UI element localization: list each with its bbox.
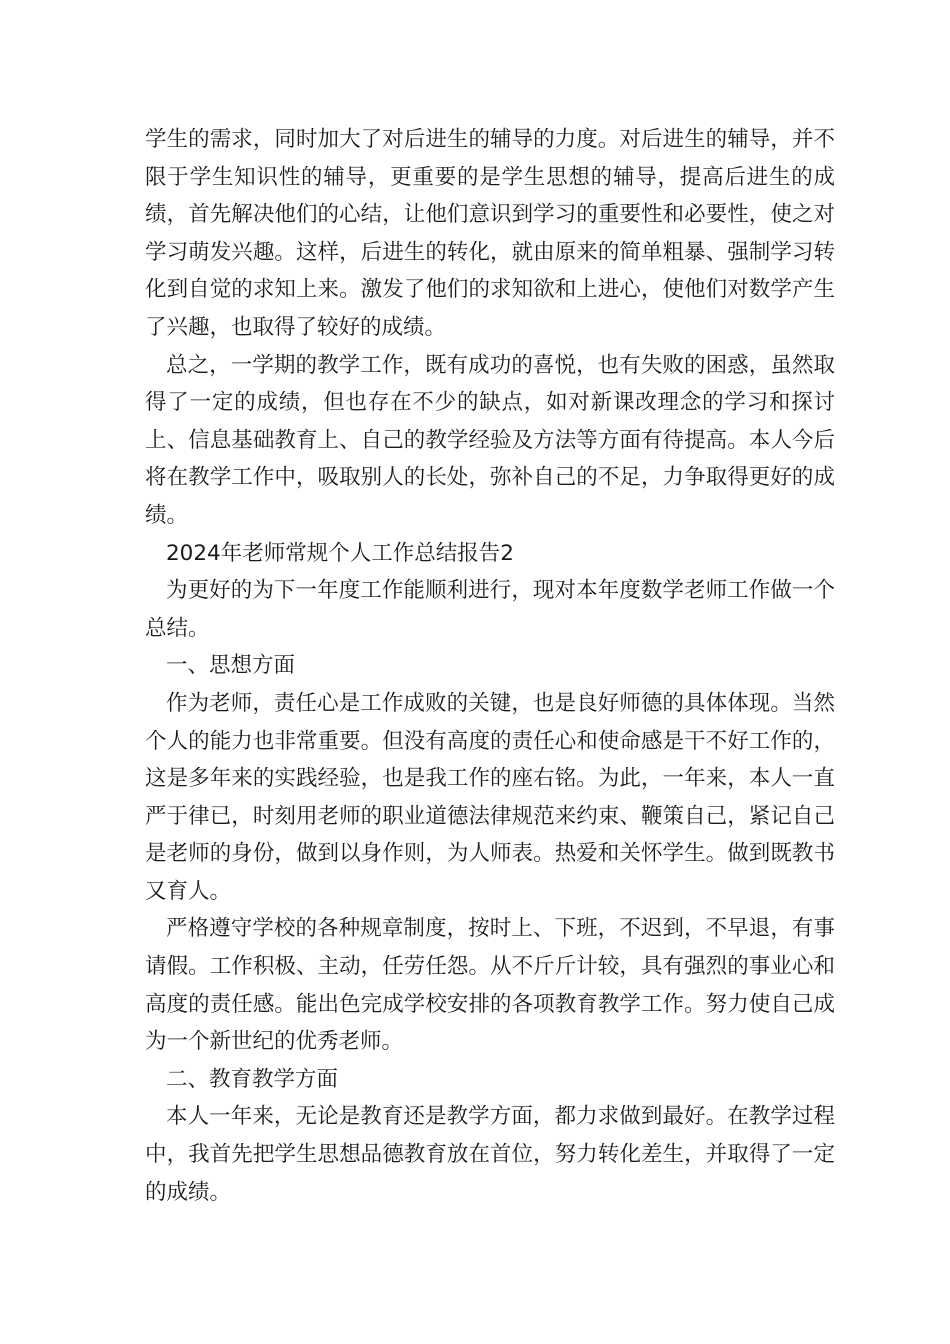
heading-teaching: 二、教育教学方面 (166, 1066, 339, 1092)
heading-thought: 一、思想方面 (166, 653, 296, 679)
paragraph-teaching: 本人一年来，无论是教育还是教学方面，都力求做到最好。在教学过程中，我首先把学生思想品德教育放在首位，努力转化差生，并取得了一定的成绩。 (145, 1104, 835, 1205)
document-body (145, 121, 835, 1211)
paragraph-intro: 为更好的为下一年度工作能顺利进行，现对本年度数学老师工作做一个总结。 (145, 578, 835, 641)
paragraph-responsibility: 作为老师，责任心是工作成败的关键，也是良好师德的具体体现。当然个人的能力也非常重要。但没有高度的责任心和使命感是干不好工作的，这是多年来的实践经验，也是我工作的座右铭。为此，一年来，本人一直严于律已，时刻用老师的职业道德法律规范来约束、鞭策自己，紧记自己是老师的身份，做到以身作则，为人师表。热爱和关怀学生。做到既教书又育人。 (145, 690, 835, 904)
paragraph-conclusion: 总之，一学期的教学工作，既有成功的喜悦，也有失败的困惑，虽然取得了一定的成绩，但也存在不少的缺点，如对新课改理念的学习和探讨上、信息基础教育上、自己的教学经验及方法等方面有待提高。本人今后将在教学工作中，吸取别人的长处，弥补自己的不足，力争取得更好的成绩。 (145, 352, 835, 528)
paragraph-continuation: 学生的需求，同时加大了对后进生的辅导的力度。对后进生的辅导，并不限于学生知识性的辅导，更重要的是学生思想的辅导，提高后进生的成绩，首先解决他们的心结，让他们意识到学习的重要性和必要性，使之对学习萌发兴趣。这样，后进生的转化，就由原来的简单粗暴、强制学习转化到自觉的求知上来。激发了他们的求知欲和上进心，使他们对数学产生了兴趣，也取得了较好的成绩。 (145, 127, 835, 340)
paragraph-discipline: 严格遵守学校的各种规章制度，按时上、下班，不迟到，不早退，有事请假。工作积极、主动，任劳任怨。从不斤斤计较，具有强烈的事业心和高度的责任感。能出色完成学校安排的各项教育教学工作。努力使自己成为一个新世纪的优秀老师。 (145, 916, 835, 1055)
section-title: 2024年老师常规个人工作总结报告2 (166, 540, 514, 566)
